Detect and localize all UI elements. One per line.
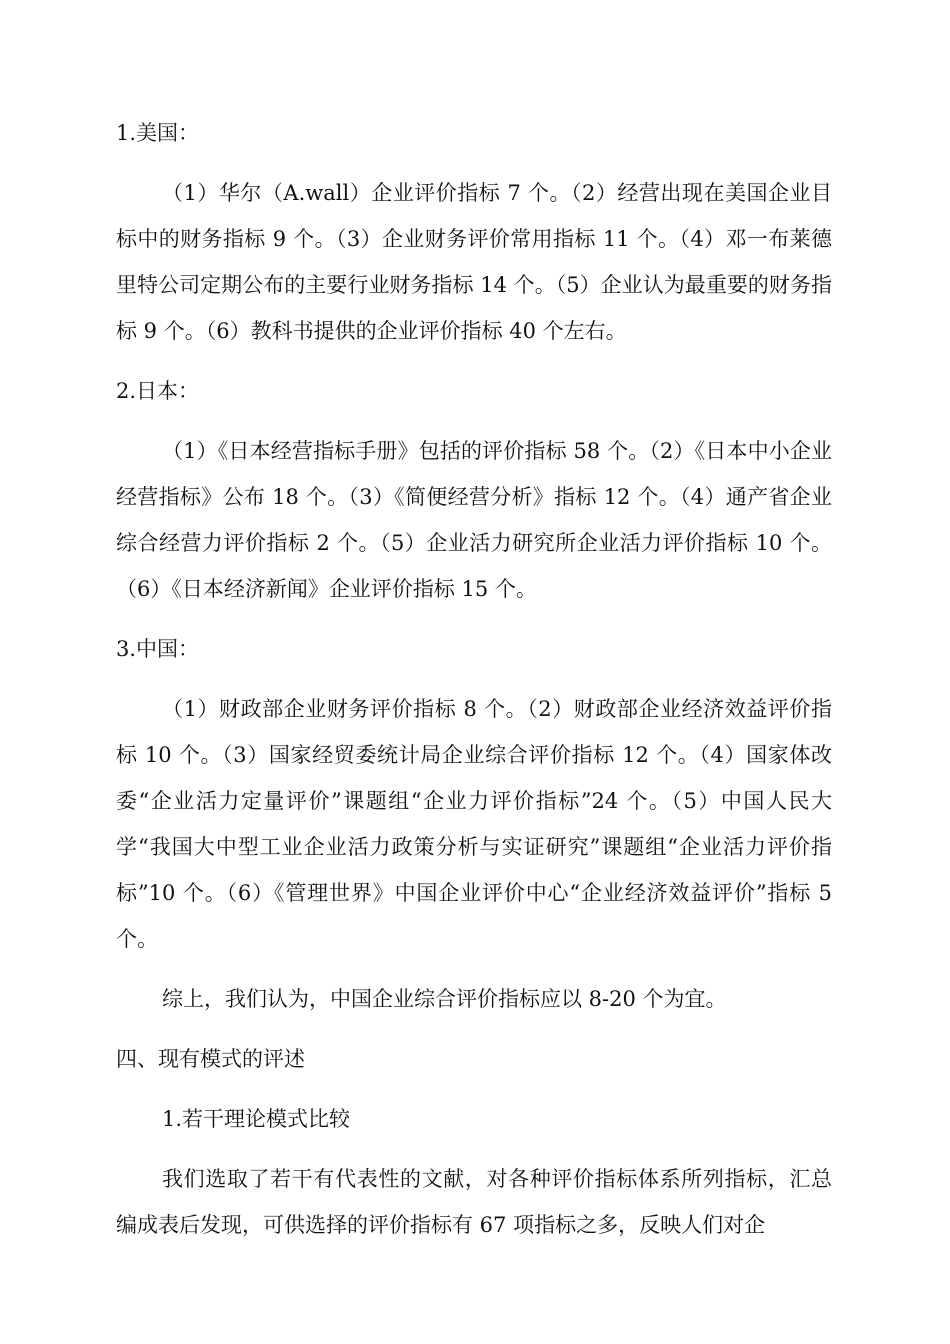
section-heading-part4: 四、现有模式的评述 (116, 1047, 305, 1071)
paragraph-usa-indicators: （1）华尔（A.wall）企业评价指标 7 个。（2）经营出现在美国企业目标中的财务指标 9 个。（3）企业财务评价常用指标 11 个。（4）邓一布莱德里特公司定期公布的主要行业财务指标 14 个。（5）企业认为最重要的财务指标 9 个。（6）教科书提供的企业评价指标 40 个左右。 (116, 181, 832, 343)
paragraph-model-comparison: 我们选取了若干有代表性的文献，对各种评价指标体系所列指标，汇总编成表后发现，可供选择的评价指标有 67 项指标之多，反映人们对企 (116, 1167, 832, 1237)
section-heading-usa: 1.美国： (116, 121, 200, 145)
section-heading-japan: 2.日本： (116, 379, 200, 403)
section-heading-china: 3.中国： (116, 637, 200, 661)
subheading-model-comparison: 1.若干理论模式比较 (162, 1107, 351, 1131)
paragraph-china-indicators: （1）财政部企业财务评价指标 8 个。（2）财政部企业经济效益评价指标 10 个。（3）国家经贸委统计局企业综合评价指标 12 个。（4）国家体改委“企业活力定量评价”课题组“企业力评价指标”24 个。（5）中国人民大学“我国大中型工业企业活力政策分析与实证研究”课题组“企业活力评价指标”10 个。（6）《管理世界》中国企业评价中心“企业经济效益评价”指标 5 个。 (116, 697, 832, 951)
document-body (116, 110, 832, 1248)
paragraph-japan-indicators: （1）《日本经营指标手册》包括的评价指标 58 个。（2）《日本中小企业经营指标》公布 18 个。（3）《简便经营分析》指标 12 个。（4）通产省企业综合经营力评价指标 2 个。（5）企业活力研究所企业活力评价指标 10 个。（6）《日本经济新闻》企业评价指标 15 个。 (116, 439, 832, 601)
paragraph-summary: 综上，我们认为，中国企业综合评价指标应以 8-20 个为宜。 (162, 987, 727, 1011)
